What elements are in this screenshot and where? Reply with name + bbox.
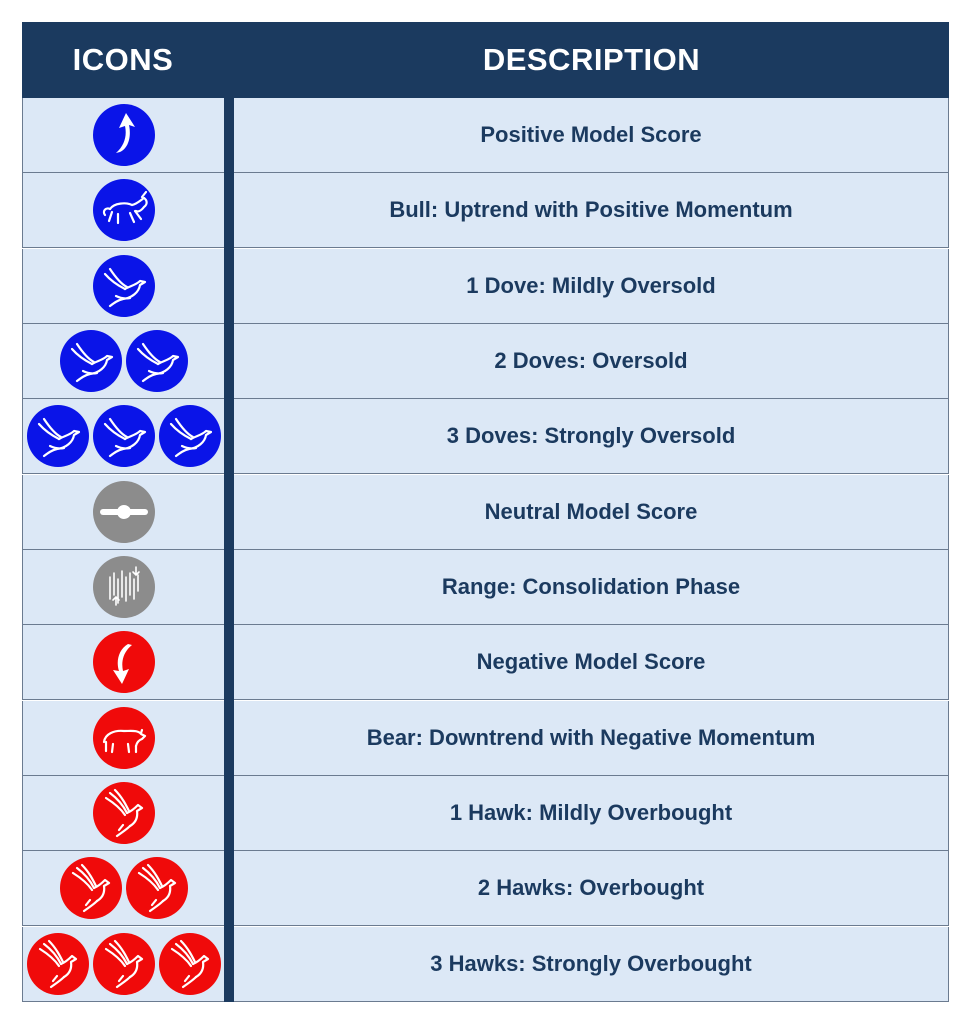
description-cell: Neutral Model Score — [234, 475, 949, 550]
icon-cell — [22, 173, 224, 248]
description-cell: Bear: Downtrend with Negative Momentum — [234, 701, 949, 776]
arrow-up-icon — [92, 103, 156, 167]
description-cell: 2 Hawks: Overbought — [234, 851, 949, 926]
description-cell: Positive Model Score — [234, 98, 949, 173]
icon-cell — [22, 550, 224, 625]
icon-cell — [22, 399, 224, 474]
dove-icon — [92, 404, 156, 468]
description-cell: 1 Hawk: Mildly Overbought — [234, 776, 949, 851]
table-row — [22, 851, 949, 926]
icon-cell — [22, 701, 224, 776]
table-row — [22, 625, 949, 700]
description-cell: 1 Dove: Mildly Oversold — [234, 249, 949, 324]
description-cell: Range: Consolidation Phase — [234, 550, 949, 625]
icon-cell — [22, 249, 224, 324]
dove-icon — [125, 329, 189, 393]
table-row — [22, 399, 949, 474]
dove-icon — [59, 329, 123, 393]
icon-cell — [22, 625, 224, 700]
description-cell: 3 Doves: Strongly Oversold — [234, 399, 949, 474]
arrow-down-icon — [92, 630, 156, 694]
table-row — [22, 776, 949, 851]
range-icon — [92, 555, 156, 619]
dove-icon — [92, 254, 156, 318]
table-row — [22, 324, 949, 399]
icon-legend-table — [22, 22, 949, 1002]
table-row — [22, 98, 949, 173]
dove-icon — [26, 404, 90, 468]
table-row — [22, 475, 949, 550]
description-cell: 2 Doves: Oversold — [234, 324, 949, 399]
description-column-header: DESCRIPTION — [482, 42, 701, 77]
icon-cell — [22, 776, 224, 851]
icon-cell — [22, 851, 224, 926]
table-body — [22, 98, 949, 1002]
bull-icon — [92, 178, 156, 242]
description-cell: 3 Hawks: Strongly Overbought — [234, 927, 949, 1002]
description-cell: Negative Model Score — [234, 625, 949, 700]
table-header — [22, 22, 949, 98]
icon-cell — [22, 98, 224, 173]
icons-column-header: ICONS — [72, 42, 174, 77]
description-cell: Bull: Uptrend with Positive Momentum — [234, 173, 949, 248]
hawk-icon — [59, 856, 123, 920]
hawk-icon — [26, 932, 90, 996]
hawk-icon — [125, 856, 189, 920]
table-row — [22, 701, 949, 776]
icon-cell — [22, 324, 224, 399]
bear-icon — [92, 706, 156, 770]
dove-icon — [158, 404, 222, 468]
hawk-icon — [92, 932, 156, 996]
table-row — [22, 249, 949, 324]
hawk-icon — [158, 932, 222, 996]
hawk-icon — [92, 781, 156, 845]
neutral-icon — [92, 480, 156, 544]
table-row — [22, 550, 949, 625]
icon-cell — [22, 927, 224, 1002]
table-row — [22, 173, 949, 248]
icon-cell — [22, 475, 224, 550]
table-row — [22, 927, 949, 1002]
